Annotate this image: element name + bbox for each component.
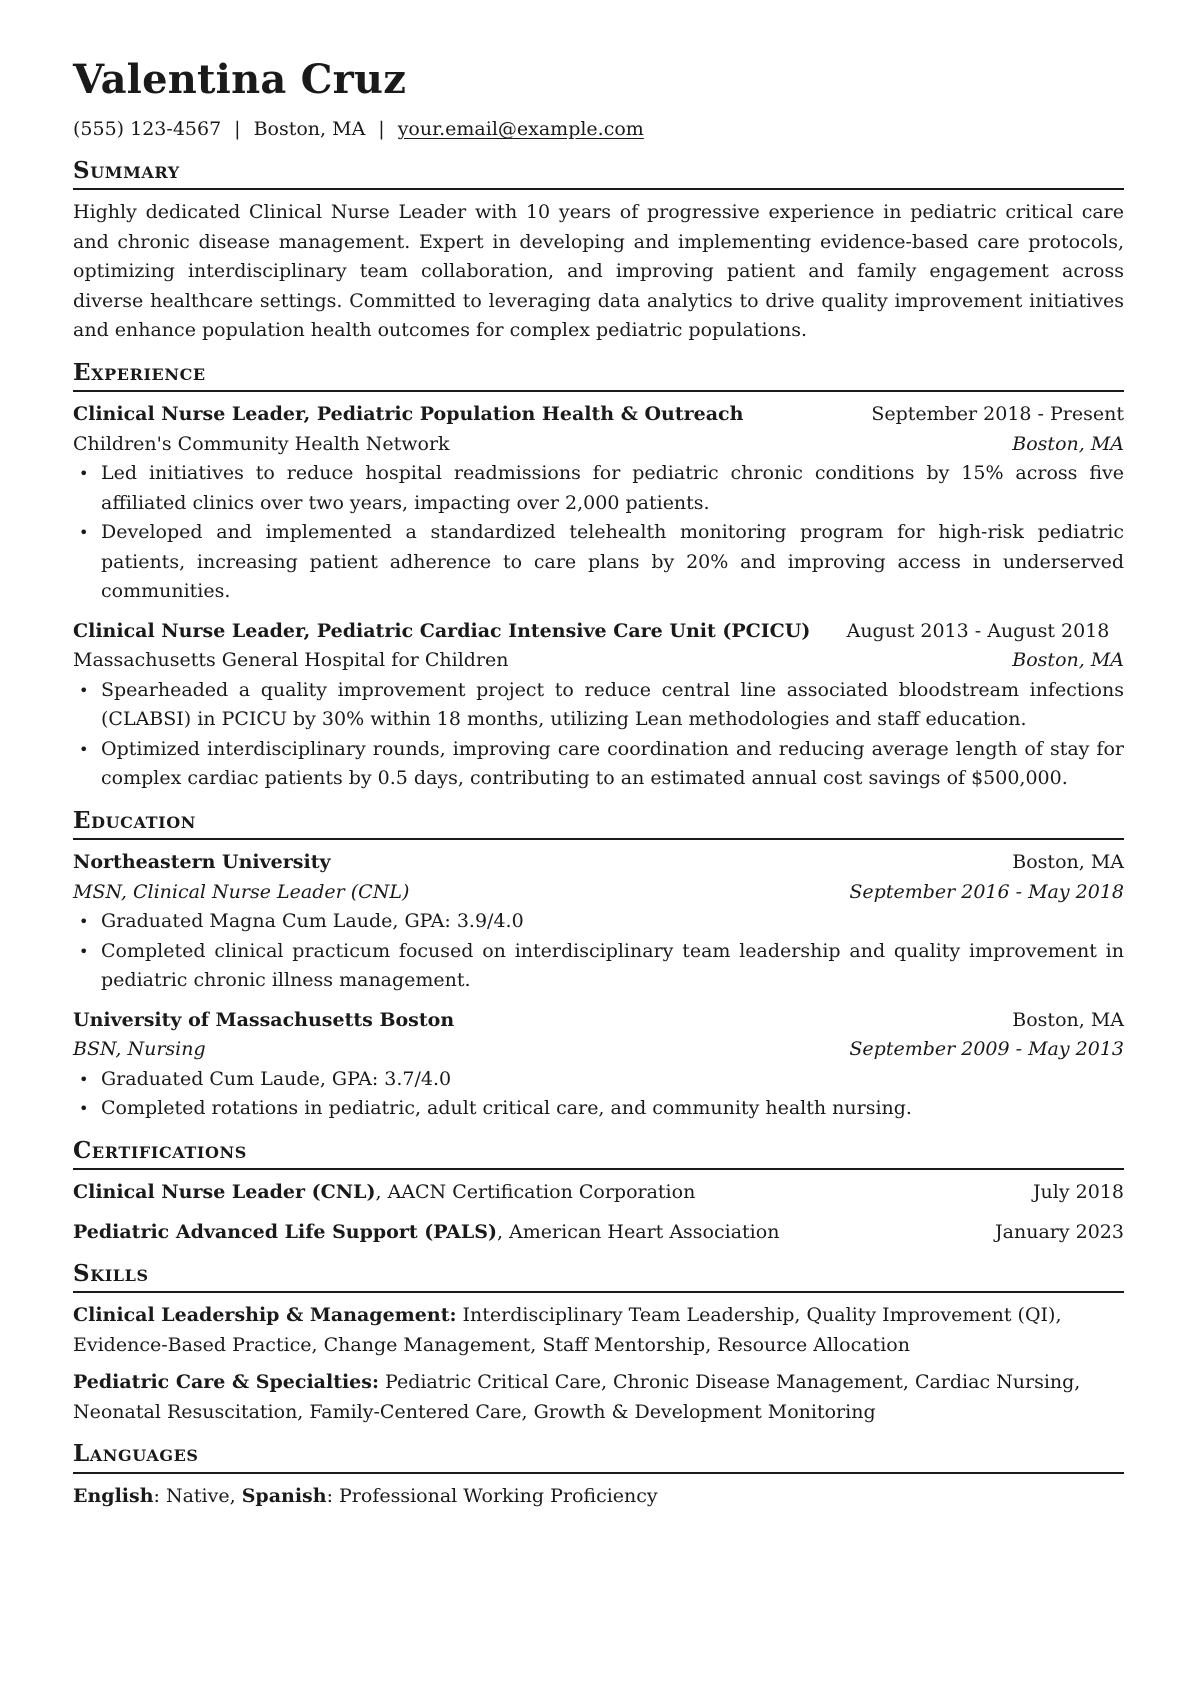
school-name: Northeastern University	[73, 851, 331, 874]
list-item: • Completed clinical practicum focused on interdisciplinary team leadership and quality improvement in pediatric chronic illness management.	[101, 937, 1124, 996]
resume-page	[73, 58, 1124, 1525]
skill-group	[73, 1301, 1124, 1360]
job-role: Clinical Nurse Leader, Pediatric Cardiac Intensive Care Unit (PCICU)	[73, 619, 811, 642]
language-level: : Native,	[153, 1484, 242, 1507]
language-name: English	[73, 1484, 154, 1507]
section-title-skills: Skills	[73, 1261, 1124, 1293]
job-org: Massachusetts General Hospital for Children	[73, 649, 509, 672]
list-item: • Graduated Magna Cum Laude, GPA: 3.9/4.0	[101, 907, 1124, 937]
school-location: Boston, MA	[1012, 1008, 1124, 1031]
education-section	[73, 808, 1124, 1124]
certification-date: January 2023	[995, 1220, 1124, 1243]
skill-group-label: Clinical Leadership & Management:	[73, 1304, 457, 1327]
certification-date: July 2018	[1032, 1181, 1124, 1204]
list-item: • Spearheaded a quality improvement project to reduce central line associated bloodstream infections (CLABSI) in PCICU by 30% within 18 months, utilizing Lean methodologies and staff education.	[101, 676, 1124, 735]
school-bullets	[73, 907, 1124, 996]
school-header	[73, 1006, 1124, 1036]
summary-text: Highly dedicated Clinical Nurse Leader with 10 years of progressive experience in pediatric critical care and chronic disease management. Expert in developing and implementing evidence-based care protocols, optimizing interdisciplinary team collaboration, and improving patient and family engagement across diverse healthcare settings. Committed to leveraging data analytics to drive quality improvement initiatives and enhance population health outcomes for complex pediatric populations.	[73, 201, 1124, 342]
section-title-education: Education	[73, 808, 1124, 840]
experience-section	[73, 360, 1124, 794]
list-item: • Graduated Cum Laude, GPA: 3.7/4.0	[101, 1065, 1124, 1095]
school-entry	[73, 848, 1124, 996]
language-name: Spanish	[241, 1484, 327, 1507]
certification	[73, 1218, 779, 1248]
degree-row	[73, 1035, 1124, 1065]
job-dates: August 2013 - August 2018	[846, 619, 1110, 642]
job-entry	[73, 617, 1124, 794]
degree-dates: September 2009 - May 2013	[849, 1038, 1124, 1061]
school-bullets	[73, 1065, 1124, 1124]
certifications-section	[73, 1138, 1124, 1247]
list-item: • Optimized interdisciplinary rounds, improving care coordination and reducing average length of stay for complex cardiac patients by 0.5 days, contributing to an estimated annual cost savings of $500,000.	[101, 735, 1124, 794]
list-item: • Led initiatives to reduce hospital readmissions for pediatric chronic conditions by 15% across five affiliated clinics over two years, impacting over 2,000 patients.	[101, 459, 1124, 518]
contact-separator: |	[378, 118, 385, 140]
certification-issuer: , American Heart Association	[496, 1220, 780, 1243]
summary-section	[73, 158, 1124, 346]
certification-issuer: , AACN Certification Corporation	[375, 1181, 696, 1204]
certification-row	[73, 1178, 1124, 1208]
job-role: Clinical Nurse Leader, Pediatric Population Health & Outreach	[73, 403, 744, 426]
languages-section	[73, 1441, 1124, 1511]
location: Boston, MA	[253, 118, 366, 140]
candidate-name: Valentina Cruz	[73, 56, 407, 103]
job-entry	[73, 400, 1124, 607]
job-header	[73, 617, 1124, 647]
skills-section	[73, 1261, 1124, 1427]
job-header	[73, 400, 1124, 430]
school-location: Boston, MA	[1012, 851, 1124, 874]
certification	[73, 1178, 695, 1208]
job-org-row	[73, 646, 1124, 676]
section-title-languages: Languages	[73, 1441, 1124, 1473]
job-location: Boston, MA	[1012, 432, 1124, 455]
job-dates: September 2018 - Present	[871, 403, 1124, 426]
list-item: • Developed and implemented a standardized telehealth monitoring program for high-risk pediatric patients, increasing patient adherence to care plans by 20% and improving access in underserved communities.	[101, 518, 1124, 607]
skill-group	[73, 1368, 1124, 1427]
school-name: University of Massachusetts Boston	[73, 1008, 455, 1031]
job-org-row	[73, 430, 1124, 460]
section-title-certifications: Certifications	[73, 1138, 1124, 1170]
school-entry	[73, 1006, 1124, 1124]
certification-name: Clinical Nurse Leader (CNL)	[73, 1181, 376, 1204]
skill-group-text: Pediatric Critical Care, Chronic Disease Management, Cardiac Nursing, Neonatal Resuscitation, Family-Centered Care, Growth & Development Monitoring	[73, 1371, 1081, 1423]
job-bullets	[73, 459, 1124, 607]
languages-line	[73, 1482, 1124, 1512]
contact-separator: |	[234, 118, 241, 140]
job-bullets	[73, 676, 1124, 794]
degree: BSN, Nursing	[73, 1038, 206, 1061]
job-org: Children's Community Health Network	[73, 432, 450, 455]
section-title-experience: Experience	[73, 360, 1124, 392]
degree-dates: September 2016 - May 2018	[849, 880, 1124, 903]
degree-row	[73, 878, 1124, 908]
list-item: • Completed rotations in pediatric, adult critical care, and community health nursing.	[101, 1094, 1124, 1124]
language-level: : Professional Working Proficiency	[326, 1484, 658, 1507]
certification-row	[73, 1218, 1124, 1248]
degree: MSN, Clinical Nurse Leader (CNL)	[73, 880, 410, 903]
school-header	[73, 848, 1124, 878]
job-location: Boston, MA	[1012, 649, 1124, 672]
certification-name: Pediatric Advanced Life Support (PALS)	[73, 1220, 497, 1243]
section-title-summary: Summary	[73, 158, 1124, 190]
contact-line	[73, 118, 1124, 141]
skill-group-label: Pediatric Care & Specialties:	[73, 1371, 379, 1394]
phone: (555) 123-4567	[73, 118, 222, 140]
skill-group-text: Interdisciplinary Team Leadership, Quality Improvement (QI), Evidence-Based Practice, Change Management, Staff Mentorship, Resource Allocation	[73, 1304, 1062, 1356]
email-link[interactable]: your.email@example.com	[397, 118, 644, 140]
